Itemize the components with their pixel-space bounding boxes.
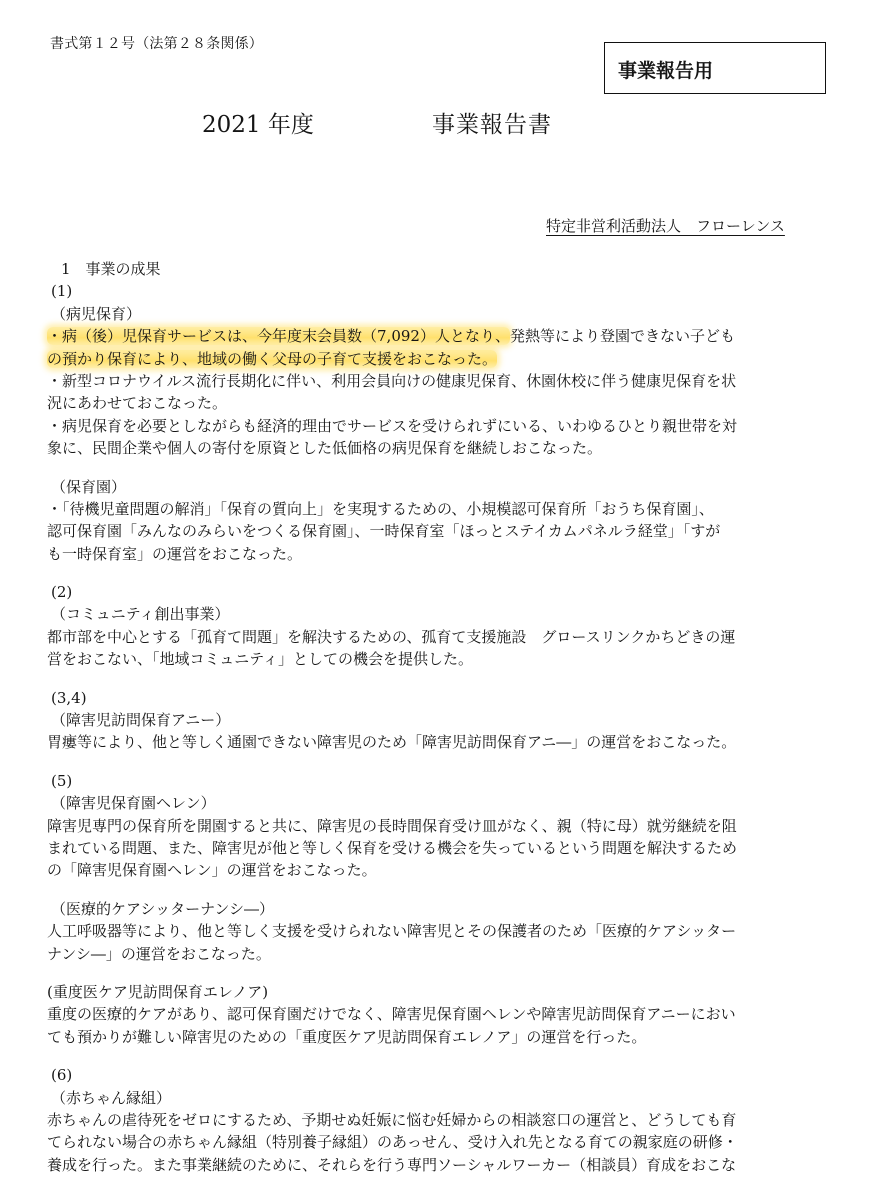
paragraph-line: の「障害児保育園ヘレン」の運営をおこなった。 [47, 861, 377, 880]
paragraph-line: まれている問題、また、障害児が他と等しく保育を受ける機会を失っているという問題を解決するため [47, 838, 738, 857]
paragraph-line: 胃瘻等により、他と等しく通園できない障害児のため「障害児訪問保育アニ―」の運営をおこなった。 [47, 733, 737, 752]
paragraph-line [47, 348, 815, 370]
paragraph-line-rest: 発熱等により登園できない子ども [509, 327, 735, 346]
block-subheading: （コミュニティ創出事業） [51, 605, 230, 624]
report-year: 2021 年度 [202, 112, 314, 138]
report-stamp-box: 事業報告用 [604, 42, 826, 94]
paragraph-line: 認可保育園「みんなのみらいをつくる保育園」、一時保育室「ほっとステイカムパネルラ経堂」「すが [47, 522, 721, 541]
block-subheading: （医療的ケアシッターナンシ―） [51, 899, 274, 918]
paragraph-line: 赤ちゃんの虐待死をゼロにするため、予期せぬ妊娠に悩む妊婦からの相談窓口の運営と、どうしても育 [47, 1110, 737, 1129]
block-number: (2) [51, 583, 73, 602]
paragraph-line: も一時保育室」の運営をおこなった。 [47, 544, 303, 563]
form-number: 書式第１２号（法第２８条関係） [50, 36, 263, 52]
organization-name: 特定非営利活動法人 フローレンス [546, 217, 785, 235]
block-subheading: （赤ちゃん縁組） [51, 1088, 172, 1107]
paragraph-line: 障害児専門の保育所を開園すると共に、障害児の長時間保育受け皿がなく、親（特に母）就労継続を阻 [47, 816, 737, 835]
paragraph-line: 営をおこない、「地域コミュニティ」としての機会を提供した。 [47, 650, 474, 669]
block-subheading: （病児保育） [51, 304, 142, 323]
paragraph-line: 重度の医療的ケアがあり、認可保育園だけでなく、障害児保育園ヘレンや障害児訪問保育アニーにおい [47, 1005, 736, 1024]
block-subheading: （障害児訪問保育アニー） [51, 711, 231, 730]
paragraph-line: ・「待機児童問題の解消」「保育の質向上」を実現するための、小規模認可保育所「おうち保育園」、 [47, 499, 714, 518]
report-title: 事業報告書 [432, 112, 552, 138]
paragraph-line: ナンシ―」の運営をおこなった。 [47, 944, 271, 963]
paragraph-line: 人工呼吸器等により、他と等しく支援を受けられない障害児とその保護者のため「医療的ケアシッター [47, 922, 737, 941]
paragraph-line: てられない場合の赤ちゃん縁組（特別養子縁組）のあっせん、受け入れ先となる育ての親家庭の研修・ [47, 1133, 738, 1152]
block-subheading: (重度医ケア児訪問保育エレノア) [47, 982, 269, 1001]
paragraph-line: 況にあわせておこなった。 [47, 394, 228, 413]
block-number: (6) [51, 1066, 73, 1085]
paragraph-line: ても預かりが難しい障害児のための「重度医ケア児訪問保育エレノア」の運営を行った。 [47, 1027, 647, 1046]
paragraph-line: 象に、民間企業や個人の寄付を原資とした低価格の病児保育を継続しおこなった。 [47, 439, 603, 458]
paragraph-line: ・新型コロナウイルス流行長期化に伴い、利用会員向けの健康児保育、休園休校に伴う健康児保育を状 [47, 371, 737, 390]
paragraph-line: 養成を行った。また事業継続のために、それらを行う専門ソーシャルワーカー（相談員）育成をおこな [47, 1155, 737, 1174]
block-subheading: （保育園） [51, 477, 127, 496]
report-body [47, 258, 815, 1176]
highlight-marker-line2: の預かり保育により、地域の働く父母の子育て支援をおこなった。 [47, 349, 498, 368]
highlighted-paragraph-line [47, 325, 815, 347]
block-number: (5) [51, 771, 73, 790]
paragraph-line: 都市部を中心とする「孤育て問題」を解決するための、孤育て支援施設 グロースリンクかちどきの運 [47, 627, 736, 646]
block-number: (3,4) [51, 688, 87, 707]
paragraph-line: ・病児保育を必要としながらも経済的理由でサービスを受けられずにいる、いわゆるひとり親世帯を対 [47, 416, 738, 435]
block-subheading: （障害児保育園ヘレン） [51, 794, 216, 813]
block-number: (1) [51, 282, 73, 301]
highlight-marker: ・病（後）児保育サービスは、今年度末会員数（7,092）人となり、 [47, 327, 510, 346]
section-heading: 1 事業の成果 [61, 260, 161, 278]
